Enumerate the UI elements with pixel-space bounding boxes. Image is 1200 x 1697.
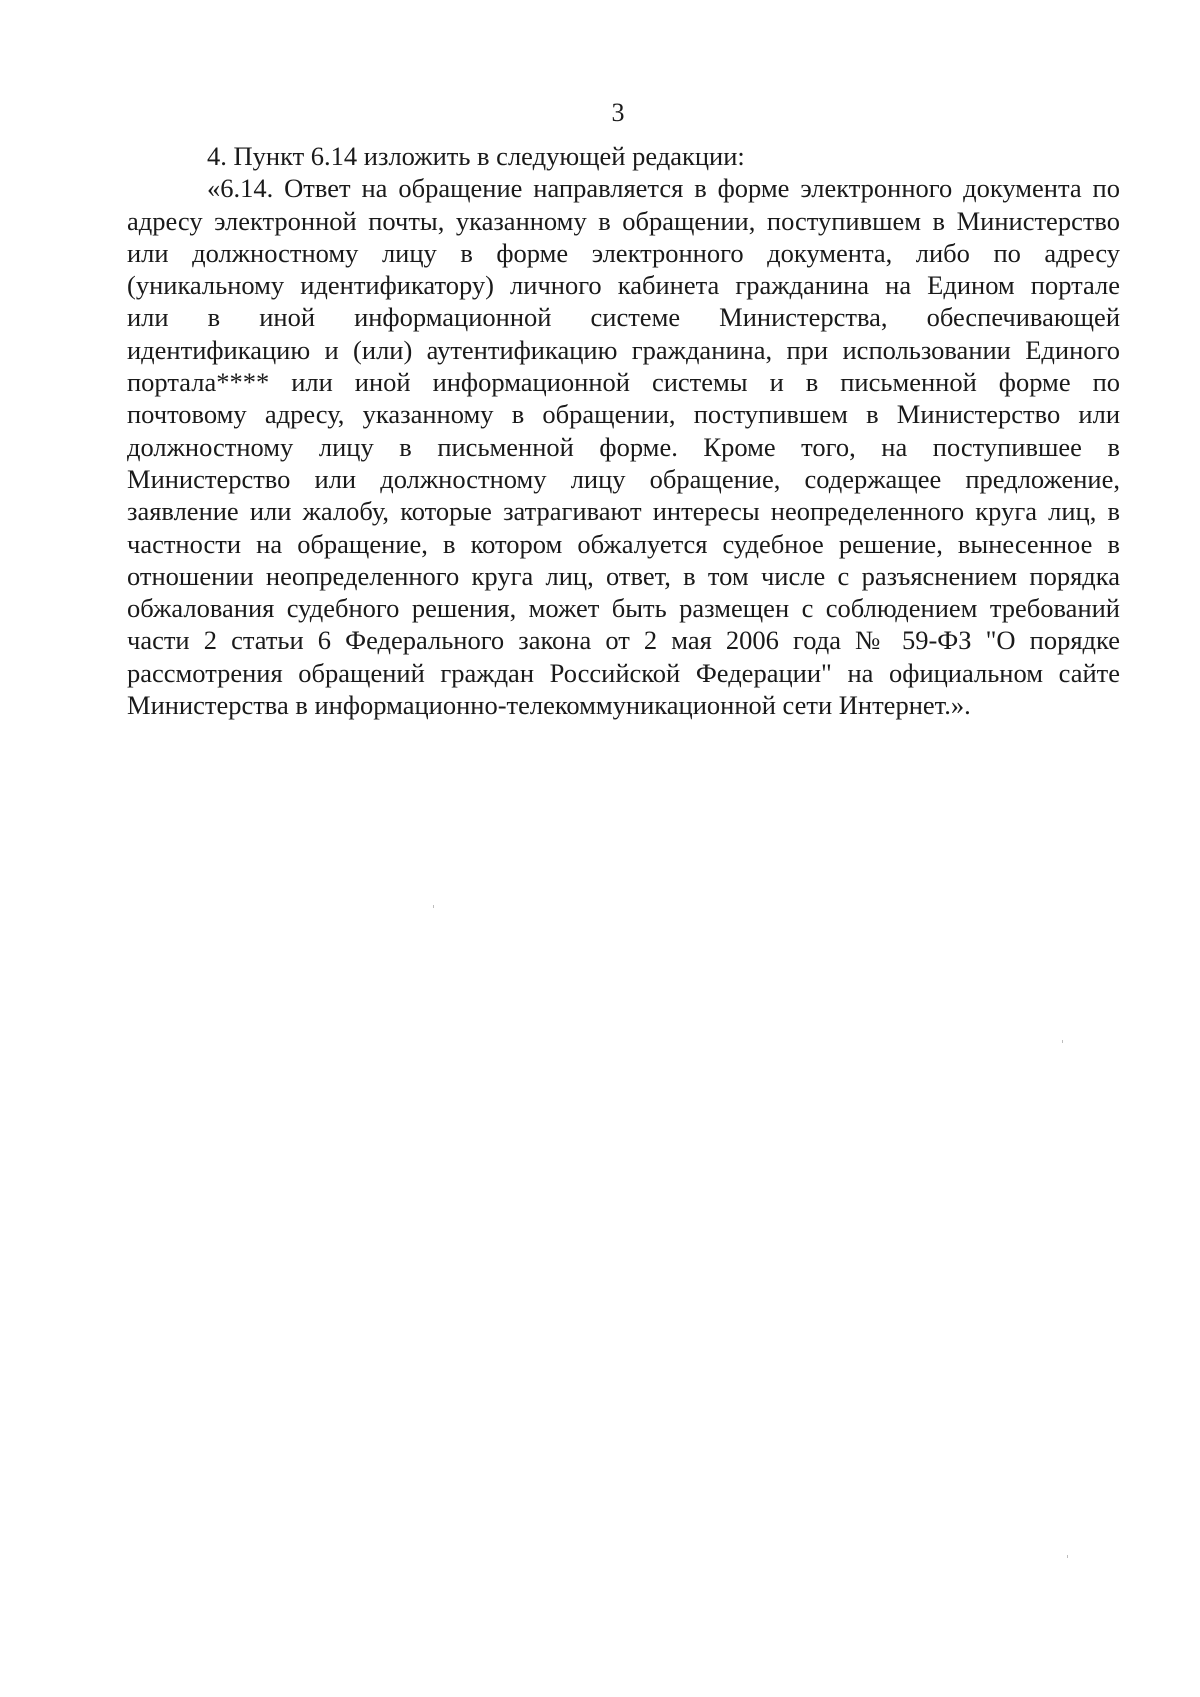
text-line: портала**** или иной информационной системы и в письменной форме по [127, 367, 1120, 398]
text-line: части 2 статьи 6 Федерального закона от 2 мая 2006 года № 59-ФЗ "О порядке [127, 625, 1120, 656]
text-line: должностному лицу в письменной форме. Кроме того, на поступившее в [127, 431, 1120, 462]
text-line: 4. Пункт 6.14 изложить в следующей редакции: [207, 141, 745, 171]
text-line: адресу электронной почты, указанному в обращении, поступившем в Министерство [127, 205, 1120, 236]
text-line: Министерства в информационно-телекоммуникационной сети Интернет.». [127, 690, 971, 721]
text-line: или в иной информационной системе Министерства, обеспечивающей [127, 302, 1120, 333]
page-number: 3 [611, 98, 625, 127]
text-line: идентификацию и (или) аутентификацию гражданина, при использовании Единого [127, 334, 1120, 365]
text-line: Министерство или должностному лицу обращение, содержащее предложение, [127, 463, 1120, 494]
text-line: почтовому адресу, указанному в обращении, поступившем в Министерство или [127, 399, 1120, 430]
text-line: обжалования судебного решения, может быть размещен с соблюдением требований [127, 593, 1120, 624]
text-line: «6.14. Ответ на обращение направляется в форме электронного документа по [207, 173, 1120, 204]
text-line: заявление или жалобу, которые затрагивают интересы неопределенного круга лиц, в [127, 496, 1120, 527]
scan-speck [1062, 1040, 1063, 1043]
scan-speck [1067, 1555, 1068, 1558]
text-line: (уникальному идентификатору) личного кабинета гражданина на Едином портале [127, 270, 1120, 301]
text-line: рассмотрения обращений граждан Российской Федерации" на официальном сайте [127, 657, 1120, 688]
text-line: отношении неопределенного круга лиц, ответ, в том числе с разъяснением порядка [127, 560, 1120, 591]
text-line: или должностному лицу в форме электронного документа, либо по адресу [127, 237, 1120, 268]
scan-speck [433, 905, 434, 908]
body-text [127, 140, 1120, 721]
text-line: частности на обращение, в котором обжалуется судебное решение, вынесенное в [127, 528, 1120, 559]
